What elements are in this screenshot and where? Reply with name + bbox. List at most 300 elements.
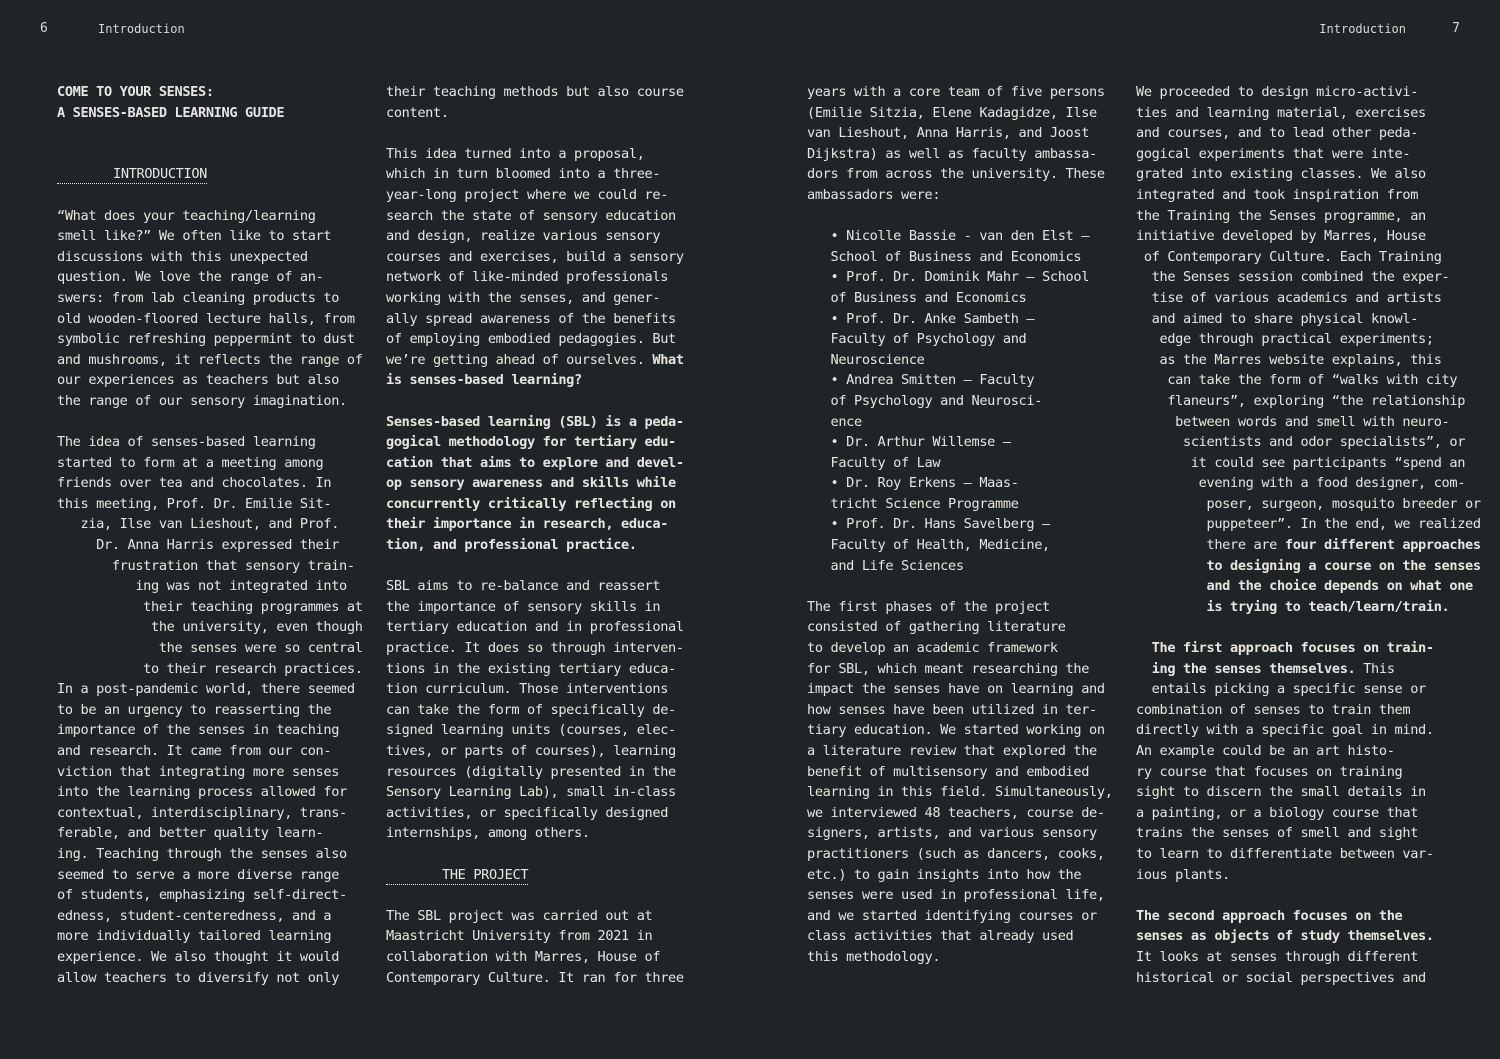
body-text: An example could be an art histo-	[1136, 743, 1395, 759]
text-line	[57, 741, 369, 762]
body-text: • Dr. Arthur Willemse –	[807, 434, 1011, 451]
body-text: ing. Teaching through the senses also	[57, 845, 347, 862]
text-line	[386, 370, 698, 391]
text-line	[1136, 391, 1466, 412]
text-line	[1136, 247, 1448, 268]
text-line	[1136, 906, 1448, 927]
text-column-2	[386, 82, 698, 988]
text-line	[1136, 164, 1448, 185]
body-text: and mushrooms, it reflects the range of	[57, 351, 363, 368]
body-text: the importance of sensory skills in	[386, 598, 661, 615]
body-text: • Nicolle Bassie - van den Elst –	[807, 228, 1090, 245]
body-text: tertiary education and in professional	[386, 619, 684, 636]
body-text: edge through practical experiments;	[1136, 331, 1434, 348]
body-text: • Prof. Dr. Anke Sambeth –	[807, 310, 1035, 327]
text-line	[386, 865, 698, 886]
text-line	[57, 453, 369, 474]
body-text: historical or social perspectives and	[1136, 969, 1426, 986]
body-text: In a post-pandemic world, there seemed	[57, 681, 355, 698]
text-line	[807, 947, 1119, 968]
text-line	[386, 473, 698, 494]
body-text: Sensory Learning Lab), small in-class	[386, 784, 676, 801]
text-line	[1136, 803, 1448, 824]
paragraph-gap	[807, 576, 1119, 597]
body-text: ambassadors were:	[807, 186, 941, 203]
text-line	[57, 968, 369, 989]
text-line	[807, 164, 1119, 185]
bold-text: op sensory awareness and skills while	[386, 475, 676, 492]
body-text: practitioners (such as dancers, cooks,	[807, 845, 1105, 862]
body-text: integrated and took inspiration from	[1136, 186, 1419, 203]
text-line	[57, 556, 369, 577]
text-line	[386, 247, 698, 268]
text-line	[386, 453, 698, 474]
text-line	[807, 350, 1119, 371]
body-text: into the learning process allowed for	[57, 784, 347, 801]
text-line	[807, 906, 1119, 927]
body-text: • Dr. Roy Erkens – Maas-	[807, 475, 1019, 492]
text-line	[386, 617, 698, 638]
text-line	[807, 103, 1119, 124]
body-text: there are	[1136, 537, 1285, 554]
body-text: tiary education. We started working on	[807, 722, 1105, 739]
body-text: entails picking a specific sense or	[1136, 681, 1426, 698]
body-text: experience. We also thought it would	[57, 948, 340, 965]
text-line	[1136, 288, 1448, 309]
body-text: and research. It came from our con-	[57, 743, 332, 759]
body-text: impact the senses have on learning and	[807, 681, 1105, 698]
text-line	[1136, 844, 1448, 865]
body-text: of Business and Economics	[807, 289, 1027, 306]
body-text: more individually tailored learning	[57, 928, 332, 945]
text-line	[57, 844, 369, 865]
text-line	[57, 906, 369, 927]
body-text: a literature review that explored the	[807, 743, 1097, 759]
text-line	[57, 247, 369, 268]
body-text: ties and learning material, exercises	[1136, 104, 1426, 121]
text-line	[1136, 103, 1448, 124]
text-line	[57, 370, 369, 391]
text-column-3	[807, 82, 1119, 968]
body-text: the range of our sensory imagination.	[57, 392, 347, 409]
text-line	[57, 535, 369, 556]
paragraph-gap	[57, 412, 369, 433]
text-line	[1136, 473, 1466, 494]
text-line	[57, 164, 369, 185]
text-line	[57, 947, 369, 968]
bold-text: is senses-based learning?	[386, 372, 582, 389]
body-text: of Psychology and Neurosci-	[807, 392, 1043, 409]
text-line	[57, 720, 369, 741]
bold-text: four different approaches	[1284, 537, 1481, 554]
text-line	[57, 823, 369, 844]
body-text: to learn to differentiate between var-	[1136, 845, 1434, 862]
text-line	[1136, 329, 1448, 350]
bold-text: gogical methodology for tertiary edu-	[386, 434, 676, 451]
body-text: Contemporary Culture. It ran for three	[386, 969, 684, 986]
bold-text: and the choice depends on what one	[1136, 578, 1473, 595]
right-page-number: 7	[1452, 21, 1460, 36]
bold-text: senses as objects of study themselves.	[1136, 928, 1434, 945]
text-line	[807, 288, 1119, 309]
body-text: and aimed to share physical knowl-	[1136, 310, 1419, 327]
text-line	[1136, 865, 1448, 886]
text-line	[1136, 762, 1448, 783]
body-text: can take the form of specifically de-	[386, 701, 676, 718]
text-line	[807, 267, 1119, 288]
text-line	[1136, 432, 1466, 453]
body-text: and courses, and to lead other peda-	[1136, 125, 1419, 142]
body-text: ing was not integrated into	[57, 578, 347, 595]
text-line	[1136, 206, 1448, 227]
text-line	[807, 432, 1119, 453]
body-text: importance of the senses in teaching	[57, 722, 340, 739]
body-text: tise of various academics and artists	[1136, 289, 1442, 306]
body-text: The SBL project was carried out at	[386, 907, 653, 924]
text-line	[57, 803, 369, 824]
text-line	[386, 782, 698, 803]
text-line	[1136, 514, 1481, 535]
body-text: symbolic refreshing peppermint to dust	[57, 331, 355, 348]
text-line	[386, 968, 698, 989]
body-text: of students, emphasizing self-direct-	[57, 887, 347, 904]
text-line	[807, 556, 1119, 577]
text-line	[1136, 741, 1448, 762]
text-line	[57, 638, 369, 659]
text-line	[386, 741, 698, 762]
text-line	[1136, 556, 1481, 577]
body-text: etc.) to gain insights into how the	[807, 866, 1082, 883]
text-line	[1136, 144, 1448, 165]
body-text: seemed to serve a more diverse range	[57, 866, 340, 883]
body-text: which in turn bloomed into a three-	[386, 166, 661, 183]
body-text: (Emilie Sitzia, Elene Kadagidze, Ilse	[807, 104, 1097, 121]
text-line	[57, 473, 369, 494]
body-text: edness, student-centeredness, and a	[57, 907, 332, 924]
body-text: it could see participants “spend an	[1136, 454, 1466, 471]
text-line	[1136, 82, 1448, 103]
text-line	[386, 206, 698, 227]
section-heading	[386, 867, 528, 885]
text-line	[386, 432, 698, 453]
text-line	[386, 412, 698, 433]
right-running-head: Introduction	[1319, 22, 1406, 36]
text-line	[807, 720, 1119, 741]
body-text: to be an urgency to reasserting the	[57, 701, 332, 718]
text-line	[1136, 494, 1481, 515]
body-text: benefit of multisensory and embodied	[807, 763, 1090, 780]
body-text: can take the form of “walks with city	[1136, 372, 1458, 389]
body-text: this meeting, Prof. Dr. Emilie Sit-	[57, 495, 332, 512]
body-text: “What does your teaching/learning	[57, 207, 316, 224]
body-text: practice. It does so through interven-	[386, 640, 684, 657]
text-line	[57, 885, 369, 906]
text-line	[386, 823, 698, 844]
body-text: and we started identifying courses or	[807, 907, 1097, 924]
text-line	[57, 576, 369, 597]
body-text: ally spread awareness of the benefits	[386, 310, 676, 327]
body-text: content.	[386, 104, 449, 121]
text-line	[386, 926, 698, 947]
body-text: we interviewed 48 teachers, course de-	[807, 804, 1105, 821]
text-line	[807, 535, 1119, 556]
body-text: tion curriculum. Those interventions	[386, 681, 669, 698]
text-line	[1136, 267, 1448, 288]
body-text: year-long project where we could re-	[386, 186, 669, 203]
body-text: dors from across the university. These	[807, 166, 1105, 183]
text-line	[57, 700, 369, 721]
text-line	[57, 288, 369, 309]
body-text: smell like?” We often like to start	[57, 228, 332, 245]
text-line	[1136, 947, 1448, 968]
text-line	[807, 865, 1119, 886]
text-line	[807, 885, 1119, 906]
text-line	[807, 823, 1119, 844]
body-text: activities, or specifically designed	[386, 804, 669, 821]
text-line	[1136, 700, 1448, 721]
text-line	[1136, 535, 1481, 556]
text-line	[386, 103, 698, 124]
body-text: question. We love the range of an-	[57, 269, 324, 286]
body-text: directly with a specific goal in mind.	[1136, 722, 1434, 739]
text-line	[57, 514, 369, 535]
text-line	[386, 700, 698, 721]
paragraph-gap	[1136, 885, 1448, 906]
body-text: swers: from lab cleaning products to	[57, 289, 340, 306]
text-line	[807, 679, 1119, 700]
body-text: search the state of sensory education	[386, 207, 676, 224]
text-line	[57, 494, 369, 515]
body-text: to develop an academic framework	[807, 640, 1058, 657]
text-line	[386, 659, 698, 680]
text-line	[1136, 782, 1448, 803]
text-line	[57, 762, 369, 783]
body-text: The idea of senses-based learning	[57, 434, 316, 451]
body-text: It looks at senses through different	[1136, 948, 1419, 965]
text-line	[807, 473, 1119, 494]
body-text: courses and exercises, build a sensory	[386, 248, 684, 265]
body-text: This	[1355, 660, 1395, 677]
text-line	[807, 82, 1119, 103]
body-text: flaneurs”, exploring “the relationship	[1136, 392, 1466, 409]
body-text: Faculty of Health, Medicine,	[807, 537, 1050, 554]
body-text: we’re getting ahead of ourselves.	[386, 351, 653, 368]
body-text: combination of senses to train them	[1136, 701, 1411, 718]
text-line	[807, 185, 1119, 206]
text-line	[386, 535, 698, 556]
text-column-4	[1136, 82, 1481, 988]
text-line	[386, 947, 698, 968]
text-line	[386, 329, 698, 350]
text-line	[386, 679, 698, 700]
body-text: ious plants.	[1136, 866, 1231, 883]
text-line	[386, 226, 698, 247]
text-line	[807, 247, 1119, 268]
text-line	[386, 267, 698, 288]
text-line	[807, 370, 1119, 391]
paragraph-gap	[386, 123, 698, 144]
body-text: of employing embodied pedagogies. But	[386, 331, 676, 348]
body-text: Maastricht University from 2021 in	[386, 928, 653, 945]
body-text: gogical experiments that were inte-	[1136, 145, 1411, 162]
body-text: initiative developed by Marres, House	[1136, 228, 1426, 245]
bold-text: to designing a course on the senses	[1136, 557, 1481, 574]
text-line	[807, 741, 1119, 762]
section-heading-label: THE PROJECT	[442, 866, 529, 883]
text-line	[807, 844, 1119, 865]
text-line	[386, 514, 698, 535]
body-text: their teaching programmes at	[57, 598, 363, 615]
bold-text: The first approach focuses on train-	[1136, 640, 1434, 657]
body-text: signed learning units (courses, elec-	[386, 722, 676, 739]
text-line	[1136, 370, 1458, 391]
body-text: a painting, or a biology course that	[1136, 804, 1419, 821]
body-text: • Prof. Dr. Hans Savelberg –	[807, 516, 1050, 533]
text-line	[386, 576, 698, 597]
body-text: the Training the Senses programme, an	[1136, 207, 1426, 224]
body-text: as the Marres website explains, this	[1136, 351, 1442, 368]
bold-text: Senses-based learning (SBL) is a peda-	[386, 413, 684, 430]
bold-text: COME TO YOUR SENSES:	[57, 84, 214, 100]
body-text: The first phases of the project	[807, 598, 1050, 615]
text-line	[807, 597, 1119, 618]
text-line	[1136, 350, 1448, 371]
body-text: resources (digitally presented in the	[386, 763, 676, 780]
text-line	[807, 123, 1119, 144]
text-line	[57, 226, 369, 247]
text-line	[386, 309, 698, 330]
text-line	[807, 329, 1119, 350]
text-line	[1136, 309, 1448, 330]
body-text: contextual, interdisciplinary, trans-	[57, 804, 347, 821]
text-line	[807, 309, 1119, 330]
text-line	[807, 700, 1119, 721]
body-text: poser, surgeon, mosquito breeder or	[1136, 495, 1481, 512]
text-line	[386, 906, 698, 927]
text-line	[807, 803, 1119, 824]
bold-text: ing the senses themselves.	[1136, 660, 1356, 677]
body-text: discussions with this unexpected	[57, 248, 308, 265]
body-text: years with a core team of five persons	[807, 84, 1105, 100]
paragraph-gap	[57, 185, 369, 206]
text-line	[807, 926, 1119, 947]
body-text: Neuroscience	[807, 351, 925, 368]
bold-text: their importance in research, educa-	[386, 516, 669, 533]
paragraph-gap	[386, 556, 698, 577]
paragraph-gap	[807, 206, 1119, 227]
text-line	[1136, 720, 1448, 741]
body-text: and Life Sciences	[807, 557, 964, 574]
text-line	[57, 103, 369, 124]
body-text: collaboration with Marres, House of	[386, 948, 661, 965]
body-text: class activities that already used	[807, 928, 1074, 945]
text-line	[386, 638, 698, 659]
text-line	[807, 144, 1119, 165]
body-text: sight to discern the small details in	[1136, 784, 1426, 801]
body-text: tives, or parts of courses), learning	[386, 743, 676, 759]
text-line	[1136, 412, 1448, 433]
body-text: We proceeded to design micro-activi-	[1136, 84, 1419, 100]
text-line	[57, 432, 369, 453]
bold-text: cation that aims to explore and devel-	[386, 454, 684, 471]
text-line	[57, 329, 369, 350]
body-text: their teaching methods but also course	[386, 84, 684, 100]
paragraph-gap	[386, 391, 698, 412]
paragraph-gap	[386, 844, 698, 865]
text-line	[57, 82, 369, 103]
text-line	[807, 494, 1119, 515]
body-text: grated into existing classes. We also	[1136, 166, 1426, 183]
text-line	[57, 617, 369, 638]
text-line	[57, 206, 369, 227]
body-text: Dr. Anna Harris expressed their	[57, 537, 340, 554]
text-line	[1136, 576, 1473, 597]
text-line	[386, 350, 698, 371]
text-line	[1136, 679, 1448, 700]
bold-text: is trying to teach/learn/train.	[1136, 598, 1450, 615]
body-text: between words and smell with neuro-	[1136, 413, 1450, 430]
body-text: scientists and odor specialists”, or	[1136, 434, 1466, 451]
body-text: learning in this field. Simultaneously,	[807, 784, 1113, 801]
body-text: and design, realize various sensory	[386, 228, 661, 245]
body-text: tions in the existing tertiary educa-	[386, 660, 676, 677]
body-text: puppeteer”. In the end, we realized	[1136, 516, 1481, 533]
body-text: consisted of gathering literature	[807, 619, 1066, 636]
body-text: zia, Ilse van Lieshout, and Prof.	[57, 516, 340, 533]
body-text: SBL aims to re-balance and reassert	[386, 578, 661, 595]
body-text: School of Business and Economics	[807, 248, 1082, 265]
text-line	[807, 391, 1119, 412]
text-line	[807, 638, 1119, 659]
text-line	[807, 782, 1119, 803]
text-line	[57, 782, 369, 803]
body-text: viction that integrating more senses	[57, 763, 340, 780]
bold-text: What	[652, 351, 684, 368]
body-text: old wooden-floored lecture halls, from	[57, 310, 355, 327]
body-text: working with the senses, and gener-	[386, 289, 661, 306]
text-line	[386, 597, 698, 618]
body-text: to their research practices.	[57, 660, 363, 677]
body-text: senses were used in professional life,	[807, 887, 1105, 904]
text-line	[57, 267, 369, 288]
text-line	[807, 659, 1119, 680]
text-line	[1136, 185, 1448, 206]
section-heading	[57, 166, 207, 184]
body-text: the university, even though	[57, 619, 363, 636]
text-line	[1136, 597, 1448, 618]
body-text: allow teachers to diversify not only	[57, 969, 340, 986]
text-line	[386, 185, 698, 206]
body-text: internships, among others.	[386, 825, 590, 842]
text-line	[57, 926, 369, 947]
left-running-head: Introduction	[98, 22, 185, 36]
text-line	[57, 865, 369, 886]
text-line	[807, 453, 1119, 474]
body-text: • Andrea Smitten – Faculty	[807, 372, 1035, 389]
left-page-number: 6	[40, 21, 48, 36]
body-text: this methodology.	[807, 948, 941, 965]
body-text: the senses were so central	[57, 640, 363, 657]
body-text: trains the senses of smell and sight	[1136, 825, 1419, 842]
text-column-1	[57, 82, 369, 988]
body-text: Faculty of Psychology and	[807, 331, 1027, 348]
paragraph-gap	[57, 144, 369, 165]
body-text: ence	[807, 413, 862, 430]
body-text: started to form at a meeting among	[57, 454, 324, 471]
bold-text: tion, and professional practice.	[386, 537, 637, 554]
body-text: ry course that focuses on training	[1136, 763, 1403, 780]
text-line	[807, 514, 1119, 535]
